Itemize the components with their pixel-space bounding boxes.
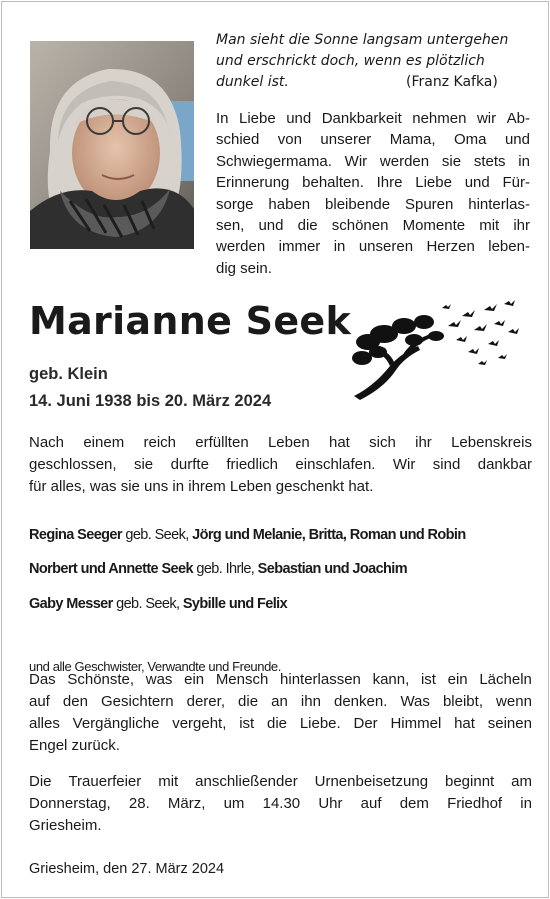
word: den bbox=[62, 693, 88, 710]
text-line bbox=[216, 108, 530, 129]
word: März, bbox=[167, 795, 206, 812]
family-note: geb. Seek, bbox=[121, 527, 193, 543]
word: Nach bbox=[29, 434, 65, 451]
word: an bbox=[271, 693, 288, 710]
word: In bbox=[216, 110, 229, 127]
quote-line: und erschrickt doch, wenn es plötzlich bbox=[216, 53, 485, 69]
word: Uhr bbox=[318, 795, 343, 812]
word: Wir bbox=[344, 152, 368, 170]
word: Was bbox=[400, 693, 430, 710]
word: bleibende bbox=[325, 195, 391, 213]
word: Ihre bbox=[376, 174, 403, 192]
quote-line: dunkel ist. bbox=[216, 74, 289, 90]
text-line bbox=[216, 236, 530, 257]
family-name: Sebastian und Joachim bbox=[257, 561, 408, 577]
word: dem bbox=[399, 795, 429, 812]
word: Wir bbox=[392, 456, 416, 473]
word: sorge bbox=[216, 195, 254, 213]
word: 14.30 bbox=[262, 795, 301, 812]
text-line bbox=[29, 454, 532, 476]
word: Herzen bbox=[426, 238, 475, 256]
word: derer, bbox=[186, 693, 225, 710]
word: seinen bbox=[487, 715, 532, 732]
word: Das bbox=[29, 671, 56, 688]
word: Die bbox=[29, 773, 52, 790]
text-line bbox=[216, 215, 530, 236]
word: Lächeln bbox=[479, 671, 532, 688]
family-name: Jörg und Melanie, Britta, Roman und Robin bbox=[192, 527, 466, 543]
word: in bbox=[520, 795, 532, 812]
word: vergeht, bbox=[172, 715, 227, 732]
word: sind bbox=[432, 456, 461, 473]
word: dig sein. bbox=[216, 259, 272, 277]
family-line bbox=[29, 593, 287, 615]
word: die bbox=[297, 217, 318, 235]
word: Liebe. bbox=[299, 715, 341, 732]
word: Mensch bbox=[215, 671, 269, 688]
funeral-paragraph bbox=[29, 771, 532, 837]
word: Momente bbox=[402, 217, 466, 235]
text-line bbox=[216, 172, 530, 193]
word: ihr bbox=[415, 434, 432, 451]
quote-paragraph bbox=[29, 669, 532, 757]
word: ist bbox=[239, 715, 255, 732]
word: Schönste, bbox=[67, 671, 135, 688]
word: einschlafen. bbox=[295, 456, 376, 473]
word: erfüllten bbox=[195, 434, 249, 451]
word: mit bbox=[158, 773, 179, 790]
portrait-photo bbox=[30, 41, 194, 249]
text-line bbox=[29, 669, 532, 691]
word: reich bbox=[143, 434, 176, 451]
text-line bbox=[216, 258, 530, 279]
word: und bbox=[504, 131, 530, 149]
word: Urnenbeisetzung bbox=[314, 773, 429, 790]
birth-name: geb. Klein bbox=[29, 365, 108, 383]
text-line bbox=[29, 476, 532, 498]
word: Oma bbox=[454, 131, 487, 149]
word: Der bbox=[353, 715, 378, 732]
word: auf bbox=[360, 795, 382, 812]
word: 28. bbox=[128, 795, 150, 812]
word: Griesheim. bbox=[29, 817, 102, 834]
word: in bbox=[333, 238, 346, 256]
quote-line: Man sieht die Sonne langsam untergehen bbox=[216, 32, 509, 48]
text-line bbox=[29, 432, 532, 454]
closing-line: und alle Geschwister, Verwandte und Freunde. bbox=[29, 659, 281, 674]
word: immer bbox=[278, 238, 321, 256]
word: hat bbox=[328, 434, 350, 451]
life-paragraph bbox=[29, 432, 532, 498]
word: hinterlassen bbox=[280, 671, 361, 688]
text-line bbox=[29, 771, 532, 793]
word: kann, bbox=[372, 671, 410, 688]
family-line bbox=[29, 524, 466, 546]
word: Himmel bbox=[390, 715, 442, 732]
word: geschlossen, bbox=[29, 456, 117, 473]
word: Liebe bbox=[415, 174, 452, 192]
word: unserer bbox=[320, 131, 372, 149]
word: Schwiegermama. bbox=[216, 152, 332, 170]
word: Friedhof bbox=[447, 795, 503, 812]
word: werden bbox=[216, 238, 266, 256]
word: Mama, bbox=[389, 131, 436, 149]
word: am bbox=[511, 773, 532, 790]
life-dates: 14. Juni 1938 bis 20. März 2024 bbox=[29, 392, 272, 410]
family-line bbox=[29, 558, 407, 580]
word: sie bbox=[133, 456, 154, 473]
family-name: Norbert und Annette Seek bbox=[29, 561, 193, 577]
word: Leben bbox=[267, 434, 310, 451]
word: sie bbox=[441, 152, 462, 170]
word: auf bbox=[29, 693, 50, 710]
word: schied bbox=[216, 131, 260, 149]
word: Engel zurück. bbox=[29, 737, 120, 754]
family-note: geb. Seek, bbox=[112, 596, 183, 612]
text-line bbox=[216, 151, 530, 172]
kafka-quote bbox=[216, 30, 526, 93]
word: hat bbox=[454, 715, 475, 732]
word: Trauerfeier bbox=[68, 773, 142, 790]
word: Dankbarkeit bbox=[321, 110, 402, 127]
text-line bbox=[29, 815, 532, 837]
word: stets bbox=[473, 152, 506, 170]
text-line bbox=[216, 194, 530, 215]
text-line bbox=[29, 735, 532, 757]
word: ist bbox=[420, 671, 436, 688]
word: einem bbox=[83, 434, 125, 451]
text-line bbox=[29, 713, 532, 735]
family-name: Gaby Messer bbox=[29, 596, 113, 612]
word: und bbox=[286, 110, 312, 127]
word: in bbox=[518, 152, 530, 170]
word: Spuren bbox=[404, 195, 454, 213]
word: beginnt bbox=[445, 773, 495, 790]
word: wir bbox=[476, 110, 497, 127]
word: Ab- bbox=[506, 110, 530, 127]
word: hinterlas- bbox=[468, 195, 530, 213]
word: Donnerstag, bbox=[29, 795, 111, 812]
word: ein bbox=[184, 671, 205, 688]
word: wenn bbox=[496, 693, 532, 710]
word: alles bbox=[29, 715, 60, 732]
text-line bbox=[216, 129, 530, 150]
word: leben- bbox=[488, 238, 530, 256]
word: anschließender bbox=[195, 773, 298, 790]
word: ihr bbox=[513, 217, 530, 235]
word: ihn bbox=[300, 693, 321, 710]
word: die bbox=[238, 693, 259, 710]
word: Erinnerung bbox=[216, 174, 290, 192]
word: unseren bbox=[358, 238, 414, 256]
word: nehmen bbox=[412, 110, 467, 127]
family-name: Sybille und Felix bbox=[182, 596, 288, 612]
intro-text bbox=[216, 108, 530, 279]
tree-birds-illustration bbox=[344, 296, 522, 400]
word: was bbox=[145, 671, 173, 688]
word: durfte bbox=[170, 456, 209, 473]
deceased-name: Marianne Seek bbox=[29, 299, 352, 343]
word: Gesichtern bbox=[101, 693, 174, 710]
quote-author: (Franz Kafka) bbox=[406, 74, 498, 90]
family-note: geb. Ihrle, bbox=[192, 561, 258, 577]
word: die bbox=[266, 715, 288, 732]
word: friedlich bbox=[226, 456, 279, 473]
word: haben bbox=[268, 195, 311, 213]
word: und bbox=[464, 174, 490, 192]
family-name: Regina Seeger bbox=[29, 527, 122, 543]
word: ein bbox=[447, 671, 468, 688]
word: sich bbox=[369, 434, 396, 451]
word: Für- bbox=[502, 174, 530, 192]
text-line bbox=[29, 691, 532, 713]
word: Vergängliche bbox=[72, 715, 160, 732]
word: und bbox=[258, 217, 284, 235]
text-line bbox=[29, 793, 532, 815]
word: für alles, was sie uns in ihrem Leben geschenkt hat. bbox=[29, 478, 374, 495]
word: Lebenskreis bbox=[451, 434, 532, 451]
word: behalten. bbox=[302, 174, 364, 192]
word: bleibt, bbox=[442, 693, 483, 710]
word: sen, bbox=[216, 217, 245, 235]
word: werden bbox=[379, 152, 430, 170]
word: um bbox=[223, 795, 245, 812]
word: mit bbox=[479, 217, 500, 235]
word: von bbox=[277, 131, 302, 149]
word: denken. bbox=[333, 693, 388, 710]
word: schönen bbox=[331, 217, 389, 235]
word: dankbar bbox=[477, 456, 532, 473]
word: Liebe bbox=[239, 110, 276, 127]
place-date: Griesheim, den 27. März 2024 bbox=[29, 861, 225, 877]
